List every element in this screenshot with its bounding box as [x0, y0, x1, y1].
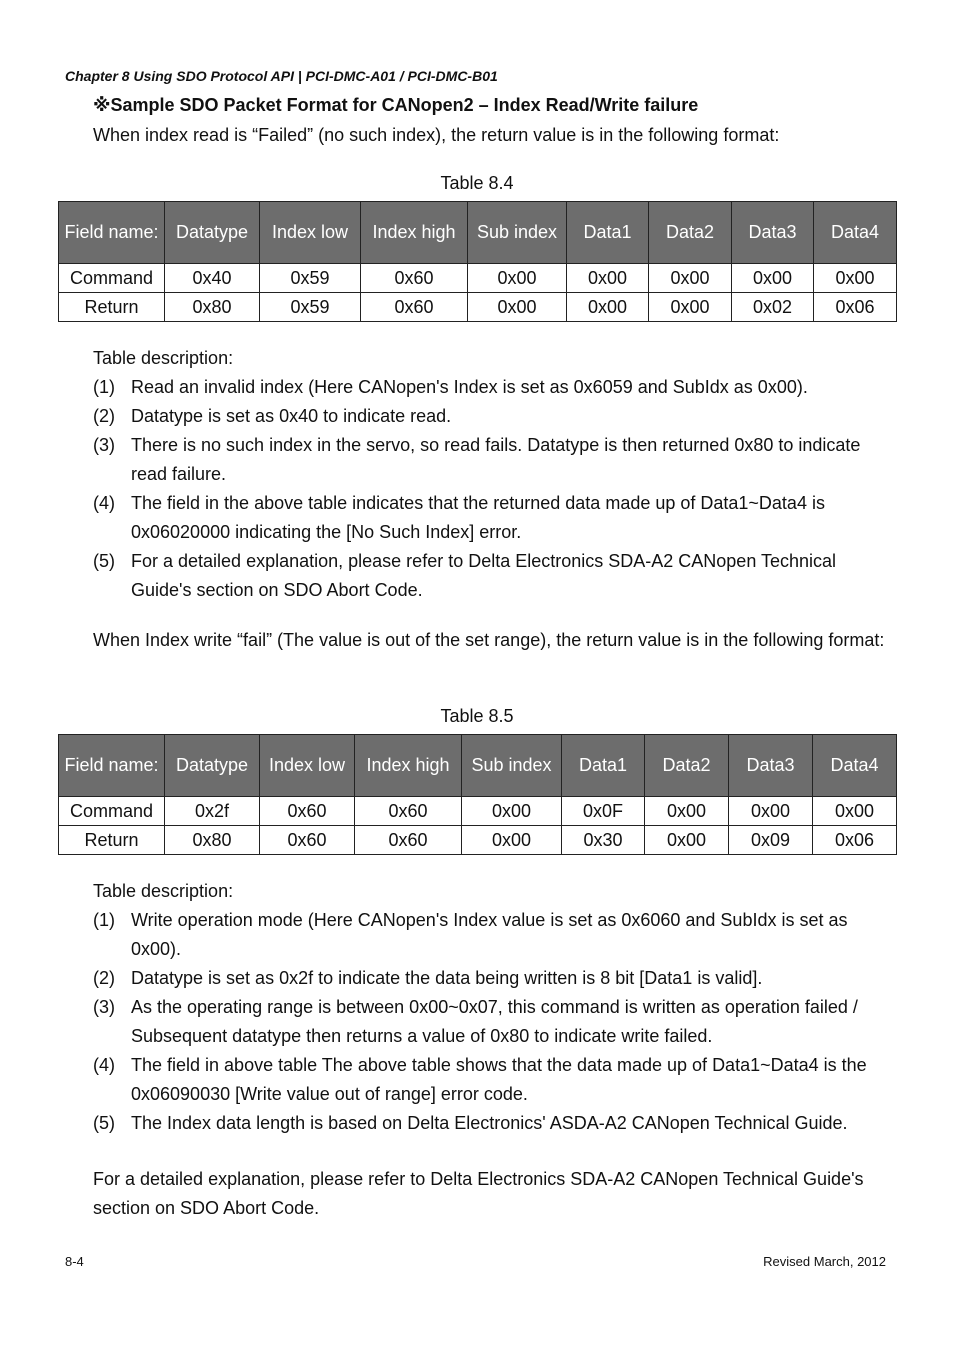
list-item: (5) For a detailed explanation, please refer to Delta Electronics SDA-A2 CANopen Technical Guide's section on SDO Abort Code.	[93, 551, 837, 600]
table-cell: 0x60	[355, 826, 462, 855]
table-cell: 0x00	[645, 826, 729, 855]
column-header: Data2	[649, 202, 732, 264]
list-item: (1) Write operation mode (Here CANopen's Index value is set as 0x6060 and SubIdx is set as 0x00).	[93, 910, 848, 959]
write-intro: When Index write “fail” (The value is out of the set range), the return value is in the following format:	[93, 630, 885, 650]
table-cell: 0x0F	[562, 797, 645, 826]
table-cell: 0x00	[462, 797, 562, 826]
column-header: Data2	[645, 735, 729, 797]
read-desc-title: Table description:	[93, 348, 234, 368]
table-header-row	[59, 202, 897, 264]
read-description-list	[93, 373, 893, 605]
column-header: Data3	[729, 735, 813, 797]
table-cell: 0x00	[649, 264, 732, 293]
table-cell: 0x00	[567, 264, 649, 293]
table-8-5	[58, 734, 897, 855]
table-8-4	[58, 201, 897, 322]
write-description-list	[93, 906, 893, 1138]
column-header: Datatype	[165, 202, 260, 264]
section-heading: ※Sample SDO Packet Format for CANopen2 – Index Read/Write failure	[93, 95, 699, 115]
closing-paragraph: For a detailed explanation, please refer to Delta Electronics SDA-A2 CANopen Technical Guide's section on SDO Abort Code.	[93, 1169, 864, 1218]
column-header: Data1	[567, 202, 649, 264]
table-cell: 0x00	[732, 264, 814, 293]
column-header: Index low	[260, 735, 355, 797]
table-cell: 0x00	[814, 264, 897, 293]
list-item: (1) Read an invalid index (Here CANopen's Index is set as 0x6059 and SubIdx as 0x00).	[93, 377, 808, 397]
revision-date: Revised March, 2012	[763, 1254, 886, 1269]
table-row	[59, 826, 897, 855]
write-desc-title: Table description:	[93, 881, 234, 901]
table-cell: 0x00	[468, 264, 567, 293]
table-cell: 0x30	[562, 826, 645, 855]
table-8-5-caption: Table 8.5	[440, 706, 514, 726]
table-cell: 0x60	[355, 797, 462, 826]
table-cell: 0x00	[468, 293, 567, 322]
list-item: (4) The field in above table The above table shows that the data made up of Data1~Data4 is the 0x06090030 [Write value out of range] error code.	[93, 1055, 867, 1104]
table-row	[59, 264, 897, 293]
table-cell: 0x00	[729, 797, 813, 826]
table-cell: Command	[59, 797, 165, 826]
table-cell: 0x00	[649, 293, 732, 322]
column-header: Sub index	[462, 735, 562, 797]
table-row	[59, 293, 897, 322]
table-cell: Return	[59, 293, 165, 322]
column-header: Data4	[813, 735, 897, 797]
table-8-4-caption: Table 8.4	[440, 173, 514, 193]
page-number: 8-4	[65, 1254, 84, 1269]
column-header: Field name:	[59, 202, 165, 264]
column-header: Datatype	[165, 735, 260, 797]
table-cell: 0x60	[361, 264, 468, 293]
table-cell: 0x00	[567, 293, 649, 322]
column-header: Data4	[814, 202, 897, 264]
list-item: (5) The Index data length is based on Delta Electronics' ASDA-A2 CANopen Technical Guide.	[93, 1113, 848, 1133]
column-header: Field name:	[59, 735, 165, 797]
table-cell: 0x06	[814, 293, 897, 322]
table-cell: 0x60	[361, 293, 468, 322]
column-header: Index high	[361, 202, 468, 264]
chapter-header: Chapter 8 Using SDO Protocol API | PCI-DMC-A01 / PCI-DMC-B01	[65, 68, 498, 84]
table-cell: 0x59	[260, 293, 361, 322]
list-item: (3) As the operating range is between 0x00~0x07, this command is written as operation failed / Subsequent datatype then returns a value of 0x80 to indicate write failed.	[93, 997, 858, 1046]
column-header: Data3	[732, 202, 814, 264]
table-cell: 0x80	[165, 826, 260, 855]
table-cell: 0x60	[260, 797, 355, 826]
table-cell: 0x02	[732, 293, 814, 322]
column-header: Data1	[562, 735, 645, 797]
table-cell: 0x00	[462, 826, 562, 855]
column-header: Sub index	[468, 202, 567, 264]
column-header: Index high	[355, 735, 462, 797]
list-item: (2) Datatype is set as 0x40 to indicate read.	[93, 406, 452, 426]
table-cell: 0x09	[729, 826, 813, 855]
table-cell: Command	[59, 264, 165, 293]
table-cell: 0x60	[260, 826, 355, 855]
read-intro: When index read is “Failed” (no such index), the return value is in the following format:	[93, 125, 780, 145]
list-item: (4) The field in the above table indicates that the returned data made up of Data1~Data4 is 0x06020000 indicating the [No Such Index] error.	[93, 493, 825, 542]
table-cell: 0x2f	[165, 797, 260, 826]
table-cell: 0x00	[645, 797, 729, 826]
table-row	[59, 797, 897, 826]
table-cell: 0x40	[165, 264, 260, 293]
table-header-row	[59, 735, 897, 797]
table-cell: 0x59	[260, 264, 361, 293]
list-item: (2) Datatype is set as 0x2f to indicate the data being written is 8 bit [Data1 is valid].	[93, 968, 763, 988]
table-cell: 0x00	[813, 797, 897, 826]
table-cell: 0x06	[813, 826, 897, 855]
table-cell: Return	[59, 826, 165, 855]
list-item: (3) There is no such index in the servo, so read fails. Datatype is then returned 0x80 to indicate read failure.	[93, 435, 861, 484]
column-header: Index low	[260, 202, 361, 264]
table-cell: 0x80	[165, 293, 260, 322]
